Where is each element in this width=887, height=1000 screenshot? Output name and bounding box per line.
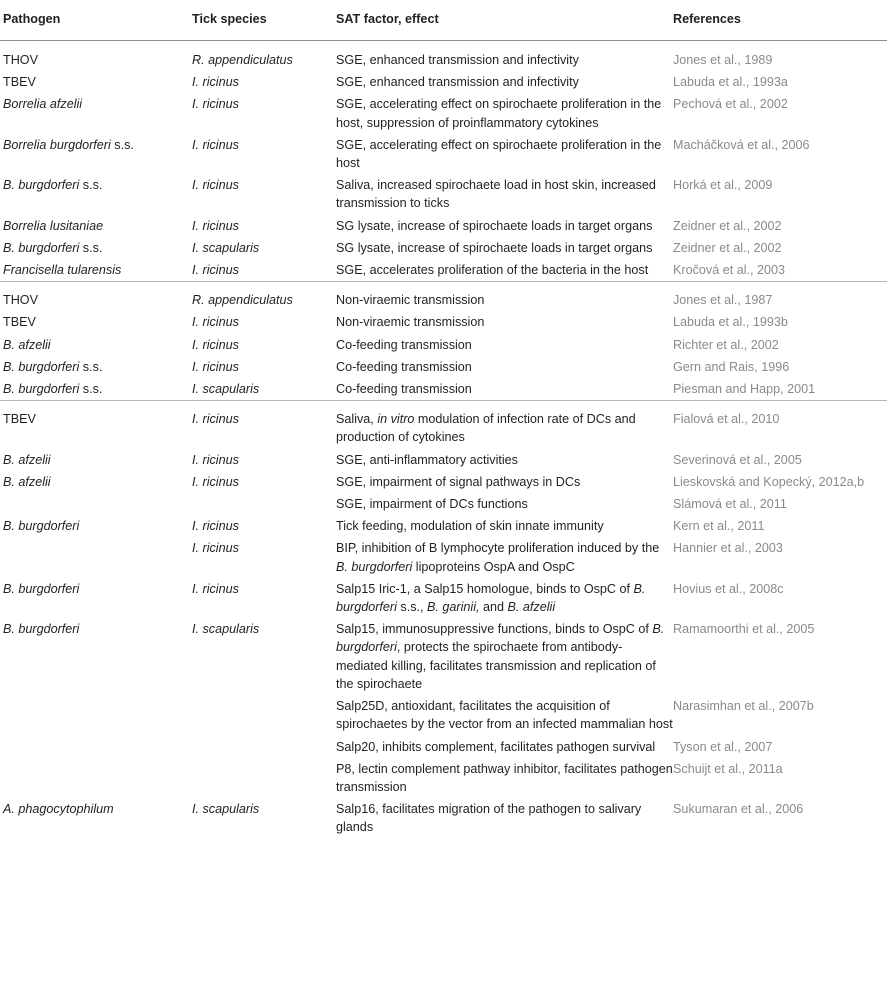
- cell-sat-factor: [336, 311, 673, 333]
- text-run: TBEV: [3, 315, 36, 330]
- cell-reference: Horká et al., 2009: [673, 178, 773, 193]
- cell-tick-species: I. scapularis: [192, 240, 260, 255]
- cell-sat-factor: [336, 578, 673, 618]
- text-run: SGE, accelerating effect on spirochaete proliferation in the host, suppression of proinflammatory cytokines: [336, 97, 662, 130]
- text-run: B. burgdorferi: [3, 359, 80, 374]
- text-run: modulation of infection rate of DCs and production of cytokines: [336, 412, 636, 445]
- cell-pathogen: [0, 578, 192, 618]
- cell-reference: Kročová et al., 2003: [673, 263, 786, 278]
- cell-pathogen: [0, 493, 192, 515]
- cell-pathogen: [0, 401, 192, 449]
- cell-reference: Ramamoorthi et al., 2005: [673, 622, 815, 637]
- table-row: [0, 311, 887, 333]
- table-row: [0, 618, 887, 695]
- text-run: SGE, anti-inflammatory activities: [336, 452, 518, 467]
- cell-pathogen: [0, 93, 192, 133]
- text-run: BIP, inhibition of B lymphocyte proliferation induced by the: [336, 541, 660, 556]
- cell-tick-species: I. ricinus: [192, 541, 239, 556]
- cell-pathogen: [0, 259, 192, 282]
- cell-sat-factor: [336, 401, 673, 449]
- text-run: B. garinii,: [427, 600, 480, 615]
- table-row: [0, 71, 887, 93]
- cell-tick-species: I. ricinus: [192, 452, 239, 467]
- cell-tick-species: I. ricinus: [192, 401, 336, 449]
- text-run: Co-feeding transmission: [336, 359, 472, 374]
- cell-sat-factor: [336, 174, 673, 214]
- cell-pathogen: [0, 71, 192, 93]
- cell-tick-species: I. ricinus: [192, 581, 239, 596]
- cell-sat-factor: [336, 41, 673, 72]
- table-row: [0, 515, 887, 537]
- cell-pathogen: [0, 334, 192, 356]
- cell-pathogen: [0, 134, 192, 174]
- text-run: Borrelia afzelii: [3, 97, 83, 112]
- cell-pathogen: [0, 378, 192, 401]
- cell-pathogen: [0, 515, 192, 537]
- cell-tick-species: [192, 493, 336, 515]
- cell-pathogen: [0, 537, 192, 577]
- text-run: Co-feeding transmission: [336, 382, 472, 397]
- cell-tick-species: I. ricinus: [192, 474, 239, 489]
- cell-sat-factor: [336, 259, 673, 282]
- table-row: [0, 174, 887, 214]
- cell-sat-factor: [336, 736, 673, 758]
- cell-reference: Labuda et al., 1993a: [673, 75, 788, 90]
- cell-sat-factor: [336, 515, 673, 537]
- cell-sat-factor: [336, 758, 673, 798]
- cell-sat-factor: [336, 695, 673, 735]
- table-row: [0, 215, 887, 237]
- cell-tick-species: I. ricinus: [192, 218, 239, 233]
- table-row: [0, 798, 887, 842]
- table-row: [0, 259, 887, 282]
- cell-pathogen: [0, 798, 192, 842]
- text-run: Saliva, increased spirochaete load in host skin, increased transmission to ticks: [336, 178, 656, 211]
- text-run: Saliva,: [336, 412, 378, 427]
- cell-tick-species: [192, 736, 336, 758]
- cell-reference: Zeidner et al., 2002: [673, 240, 782, 255]
- table-row: [0, 401, 887, 449]
- text-run: B. burgdorferi: [3, 178, 80, 193]
- text-run: Salp20, inhibits complement, facilitates pathogen survival: [336, 739, 656, 754]
- cell-sat-factor: [336, 215, 673, 237]
- text-run: s.s.: [79, 359, 103, 374]
- cell-tick-species: I. scapularis: [192, 622, 260, 637]
- text-run: A. phagocytophilum: [3, 802, 114, 817]
- text-run: B. burgdorferi: [3, 622, 80, 637]
- cell-tick-species: I. scapularis: [192, 382, 260, 397]
- text-run: P8, lectin complement pathway inhibitor, facilitates pathogen transmission: [336, 761, 673, 794]
- text-run: THOV: [3, 293, 38, 308]
- text-run: Non-viraemic transmission: [336, 315, 485, 330]
- cell-sat-factor: [336, 71, 673, 93]
- cell-sat-factor: [336, 134, 673, 174]
- cell-pathogen: [0, 174, 192, 214]
- cell-pathogen: [0, 449, 192, 471]
- cell-pathogen: [0, 282, 192, 312]
- cell-tick-species: I. ricinus: [192, 97, 239, 112]
- cell-tick-species: I. ricinus: [192, 519, 239, 534]
- cell-pathogen: [0, 311, 192, 333]
- cell-reference: Jones et al., 1987: [673, 282, 887, 312]
- cell-tick-species: I. ricinus: [192, 263, 239, 278]
- text-run: B. burgdorferi: [336, 559, 413, 574]
- text-run: s.s.,: [396, 600, 427, 615]
- text-run: B. afzelii: [3, 474, 51, 489]
- cell-sat-factor: [336, 282, 673, 312]
- cell-reference: Zeidner et al., 2002: [673, 218, 782, 233]
- cell-reference: Piesman and Happ, 2001: [673, 382, 816, 397]
- text-run: Francisella tularensis: [3, 263, 122, 278]
- header-row: [0, 0, 887, 41]
- cell-reference: Severinová et al., 2005: [673, 452, 802, 467]
- text-run: SGE, impairment of signal pathways in DCs: [336, 474, 581, 489]
- text-run: SGE, enhanced transmission and infectivity: [336, 53, 579, 67]
- header-references: References: [673, 0, 887, 41]
- cell-tick-species: R. appendiculatus: [192, 53, 293, 67]
- text-run: Co-feeding transmission: [336, 337, 472, 352]
- text-run: SG lysate, increase of spirochaete loads in target organs: [336, 240, 653, 255]
- cell-tick-species: I. scapularis: [192, 802, 260, 817]
- table-row: [0, 736, 887, 758]
- cell-reference: Sukumaran et al., 2006: [673, 802, 804, 817]
- table-row: [0, 41, 887, 72]
- text-run: B. burgdorferi: [336, 622, 665, 655]
- header-tick-species: Tick species: [192, 0, 336, 41]
- cell-tick-species: [192, 695, 336, 735]
- text-run: B. burgdorferi: [3, 581, 80, 596]
- text-run: Salp15 Iric-1, a Salp15 homologue, binds to OspC of: [336, 581, 634, 596]
- table-row: [0, 537, 887, 577]
- cell-pathogen: [0, 471, 192, 493]
- table-row: [0, 758, 887, 798]
- text-run: B. burgdorferi: [3, 240, 80, 255]
- cell-sat-factor: [336, 93, 673, 133]
- cell-tick-species: I. ricinus: [192, 337, 239, 352]
- header-sat-factor: SAT factor, effect: [336, 0, 673, 41]
- cell-sat-factor: [336, 493, 673, 515]
- text-run: Salp25D, antioxidant, facilitates the acquisition of spirochaetes by the vector from an infected mammalian host: [336, 699, 673, 732]
- text-run: B. burgdorferi: [3, 519, 80, 534]
- cell-pathogen: [0, 758, 192, 798]
- text-run: THOV: [3, 53, 38, 67]
- table-row: [0, 356, 887, 378]
- text-run: s.s.: [79, 240, 103, 255]
- cell-reference: Richter et al., 2002: [673, 337, 779, 352]
- table-row: [0, 334, 887, 356]
- table-row: [0, 695, 887, 735]
- cell-sat-factor: [336, 378, 673, 401]
- text-run: Borrelia burgdorferi: [3, 137, 111, 152]
- cell-reference: Narasimhan et al., 2007b: [673, 699, 814, 714]
- header-pathogen: Pathogen: [0, 0, 192, 41]
- cell-sat-factor: [336, 237, 673, 259]
- text-run: TBEV: [3, 75, 36, 90]
- cell-sat-factor: [336, 449, 673, 471]
- text-run: B. burgdorferi: [3, 382, 80, 397]
- text-run: SGE, accelerating effect on spirochaete proliferation in the host: [336, 137, 662, 171]
- table-header: [0, 0, 887, 41]
- cell-reference: Gern and Rais, 1996: [673, 359, 790, 374]
- table-row: [0, 378, 887, 401]
- cell-pathogen: [0, 237, 192, 259]
- text-run: Tick feeding, modulation of skin innate immunity: [336, 519, 604, 534]
- cell-sat-factor: [336, 471, 673, 493]
- cell-reference: Labuda et al., 1993b: [673, 315, 788, 330]
- text-run: SGE, enhanced transmission and infectivity: [336, 75, 579, 90]
- cell-sat-factor: [336, 334, 673, 356]
- table-body: [0, 41, 887, 843]
- cell-reference: Schuijt et al., 2011a: [673, 761, 783, 776]
- cell-reference: Pechová et al., 2002: [673, 97, 788, 112]
- text-run: SGE, accelerates proliferation of the bacteria in the host: [336, 263, 649, 278]
- cell-pathogen: [0, 215, 192, 237]
- cell-pathogen: [0, 736, 192, 758]
- cell-sat-factor: [336, 356, 673, 378]
- cell-reference: Jones et al., 1989: [673, 53, 773, 67]
- table-row: [0, 282, 887, 312]
- table-row: [0, 134, 887, 174]
- cell-tick-species: R. appendiculatus: [192, 282, 336, 312]
- cell-sat-factor: [336, 537, 673, 577]
- cell-sat-factor: [336, 618, 673, 695]
- cell-reference: Fialová et al., 2010: [673, 401, 887, 449]
- text-run: s.s.: [79, 382, 103, 397]
- cell-reference: Tyson et al., 2007: [673, 739, 773, 754]
- text-run: Salp16, facilitates migration of the pathogen to salivary glands: [336, 802, 642, 835]
- table-row: [0, 471, 887, 493]
- text-run: SGE, impairment of DCs functions: [336, 497, 528, 512]
- text-run: Borrelia lusitaniae: [3, 218, 104, 233]
- table-row: [0, 578, 887, 618]
- cell-reference: Macháčková et al., 2006: [673, 137, 810, 152]
- cell-pathogen: [0, 695, 192, 735]
- text-run: and: [479, 600, 508, 615]
- text-run: in vitro: [377, 412, 415, 427]
- cell-sat-factor: [336, 798, 673, 842]
- cell-reference: Hannier et al., 2003: [673, 541, 783, 556]
- text-run: SG lysate, increase of spirochaete loads in target organs: [336, 218, 653, 233]
- text-run: B. afzelii: [3, 452, 51, 467]
- table-row: [0, 237, 887, 259]
- table-row: [0, 449, 887, 471]
- cell-tick-species: I. ricinus: [192, 75, 239, 90]
- cell-tick-species: I. ricinus: [192, 137, 239, 152]
- cell-pathogen: [0, 356, 192, 378]
- text-run: , protects the spirochaete from antibody-mediated killing, facilitates transmission and replication of the spirochaete: [336, 640, 656, 691]
- text-run: s.s.: [79, 178, 103, 193]
- cell-reference: Lieskovská and Kopecký, 2012a,b: [673, 474, 865, 489]
- cell-reference: Kern et al., 2011: [673, 519, 765, 534]
- text-run: B. afzelii: [3, 337, 51, 352]
- text-run: Salp15, immunosuppressive functions, binds to OspC of: [336, 622, 653, 637]
- table-row: [0, 93, 887, 133]
- cell-pathogen: [0, 41, 192, 72]
- cell-reference: Hovius et al., 2008c: [673, 581, 784, 596]
- table-row: [0, 493, 887, 515]
- text-run: TBEV: [3, 412, 36, 427]
- text-run: s.s.: [110, 137, 134, 152]
- cell-tick-species: I. ricinus: [192, 178, 239, 193]
- text-run: lipoproteins OspA and OspC: [412, 559, 575, 574]
- cell-tick-species: I. ricinus: [192, 315, 239, 330]
- cell-pathogen: [0, 618, 192, 695]
- cell-tick-species: I. ricinus: [192, 359, 239, 374]
- text-run: B. burgdorferi: [336, 581, 646, 615]
- cell-reference: Slámová et al., 2011: [673, 497, 787, 512]
- cell-tick-species: [192, 758, 336, 798]
- text-run: B. afzelii: [507, 600, 556, 615]
- text-run: Non-viraemic transmission: [336, 293, 485, 308]
